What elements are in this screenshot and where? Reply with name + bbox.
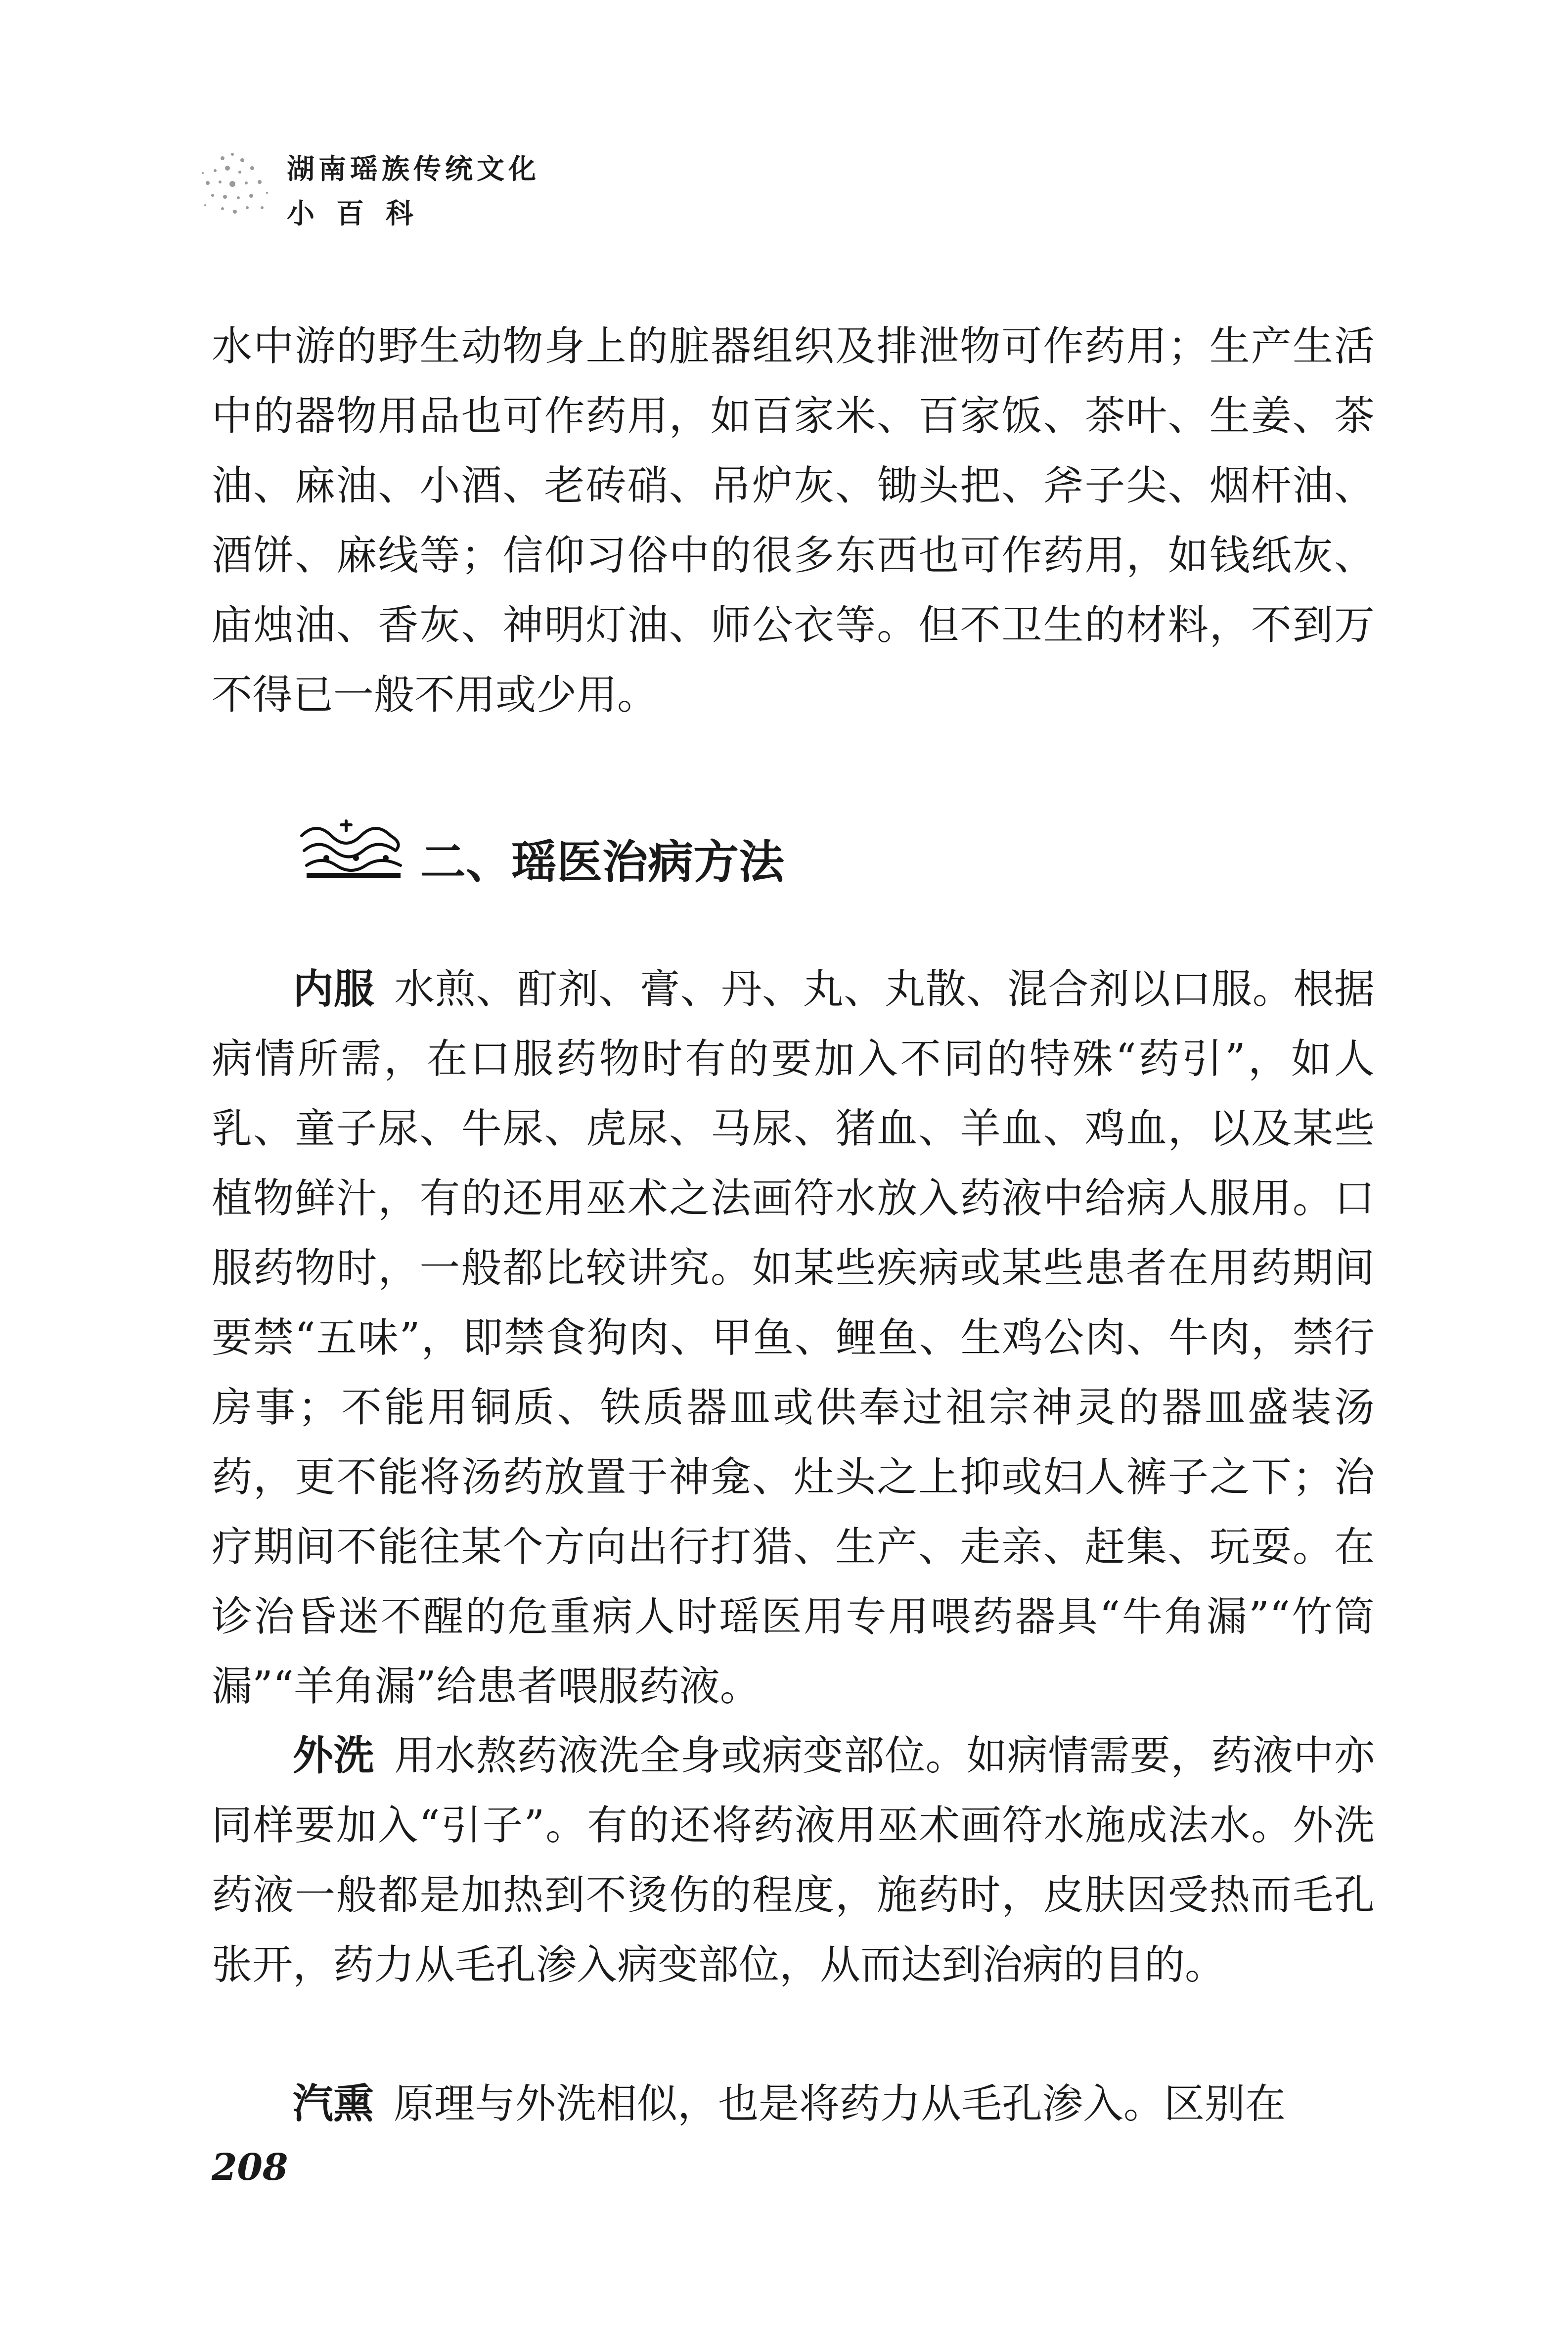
entry-text: 水煎、酊剂、膏、丹、丸、丸散、混合剂以口服。根据病情所需，在口服药物时有的要加入不同的特殊“药引”，如人乳、童子尿、牛尿、虎尿、马尿、猪血、羊血、鸡血，以及某些植物鲜汁，有的还用巫术之法画符水放入药液中给病人服用。口服药物时，一般都比较讲究。如某些疾病或某些患者在用药期间要禁“五味”，即禁食狗肉、甲鱼、鲤鱼、生鸡公肉、牛肉，禁行房事；不能用铜质、铁质器皿或供奉过祖宗神灵的器皿盛装汤药，更不能将汤药放置于神龛、灶头之上抑或妇人裤子之下；治疗期间不能往某个方向出行打猎、生产、走亲、赶集、玩耍。在诊治昏迷不醒的危重病人时瑶医用专用喂药器具“牛角漏”“竹筒漏”“羊角漏”给患者喂服药液。 bbox=[212, 966, 1375, 1710]
entry-waixi bbox=[212, 1721, 1375, 2000]
entry-qixun bbox=[212, 2069, 1375, 2139]
dragon-pattern-ornament-icon bbox=[297, 816, 410, 885]
section-title: 二、瑶医治病方法 bbox=[420, 835, 785, 889]
entry-neifu bbox=[212, 954, 1375, 1721]
running-header bbox=[193, 134, 687, 247]
section-heading bbox=[297, 811, 1187, 895]
entry-term: 汽熏 bbox=[293, 2080, 374, 2127]
entry-text: 原理与外洗相似，也是将药力从毛孔渗入。区别在 bbox=[394, 2080, 1286, 2127]
page-number: 208 bbox=[212, 2146, 288, 2189]
entry-term: 外洗 bbox=[293, 1732, 375, 1779]
entry-term: 内服 bbox=[293, 965, 375, 1013]
book-subtitle: 小百科 bbox=[287, 197, 435, 230]
continuation-paragraph: 水中游的野生动物身上的脏器组织及排泄物可作药用；生产生活中的器物用品也可作药用，如百家米、百家饭、茶叶、生姜、茶油、麻油、小酒、老砖硝、吊炉灰、锄头把、斧子尖、烟杆油、酒饼、麻线等；信仰习俗中的很多东西也可作药用，如钱纸灰、庙烛油、香灰、神明灯油、师公衣等。但不卫生的材料，不到万不得已一般不用或少用。 bbox=[212, 323, 1375, 719]
entry-text: 用水熬药液洗全身或病变部位。如病情需要，药液中亦同样要加入“引子”。有的还将药液用巫术画符水施成法水。外洗药液一般都是加热到不烫伤的程度，施药时，皮肤因受热而毛孔张开，药力从毛孔渗入病变部位，从而达到治病的目的。 bbox=[212, 1732, 1375, 1988]
book-title: 湖南瑶族传统文化 bbox=[287, 153, 540, 185]
floral-dots-ornament-icon bbox=[193, 143, 277, 227]
